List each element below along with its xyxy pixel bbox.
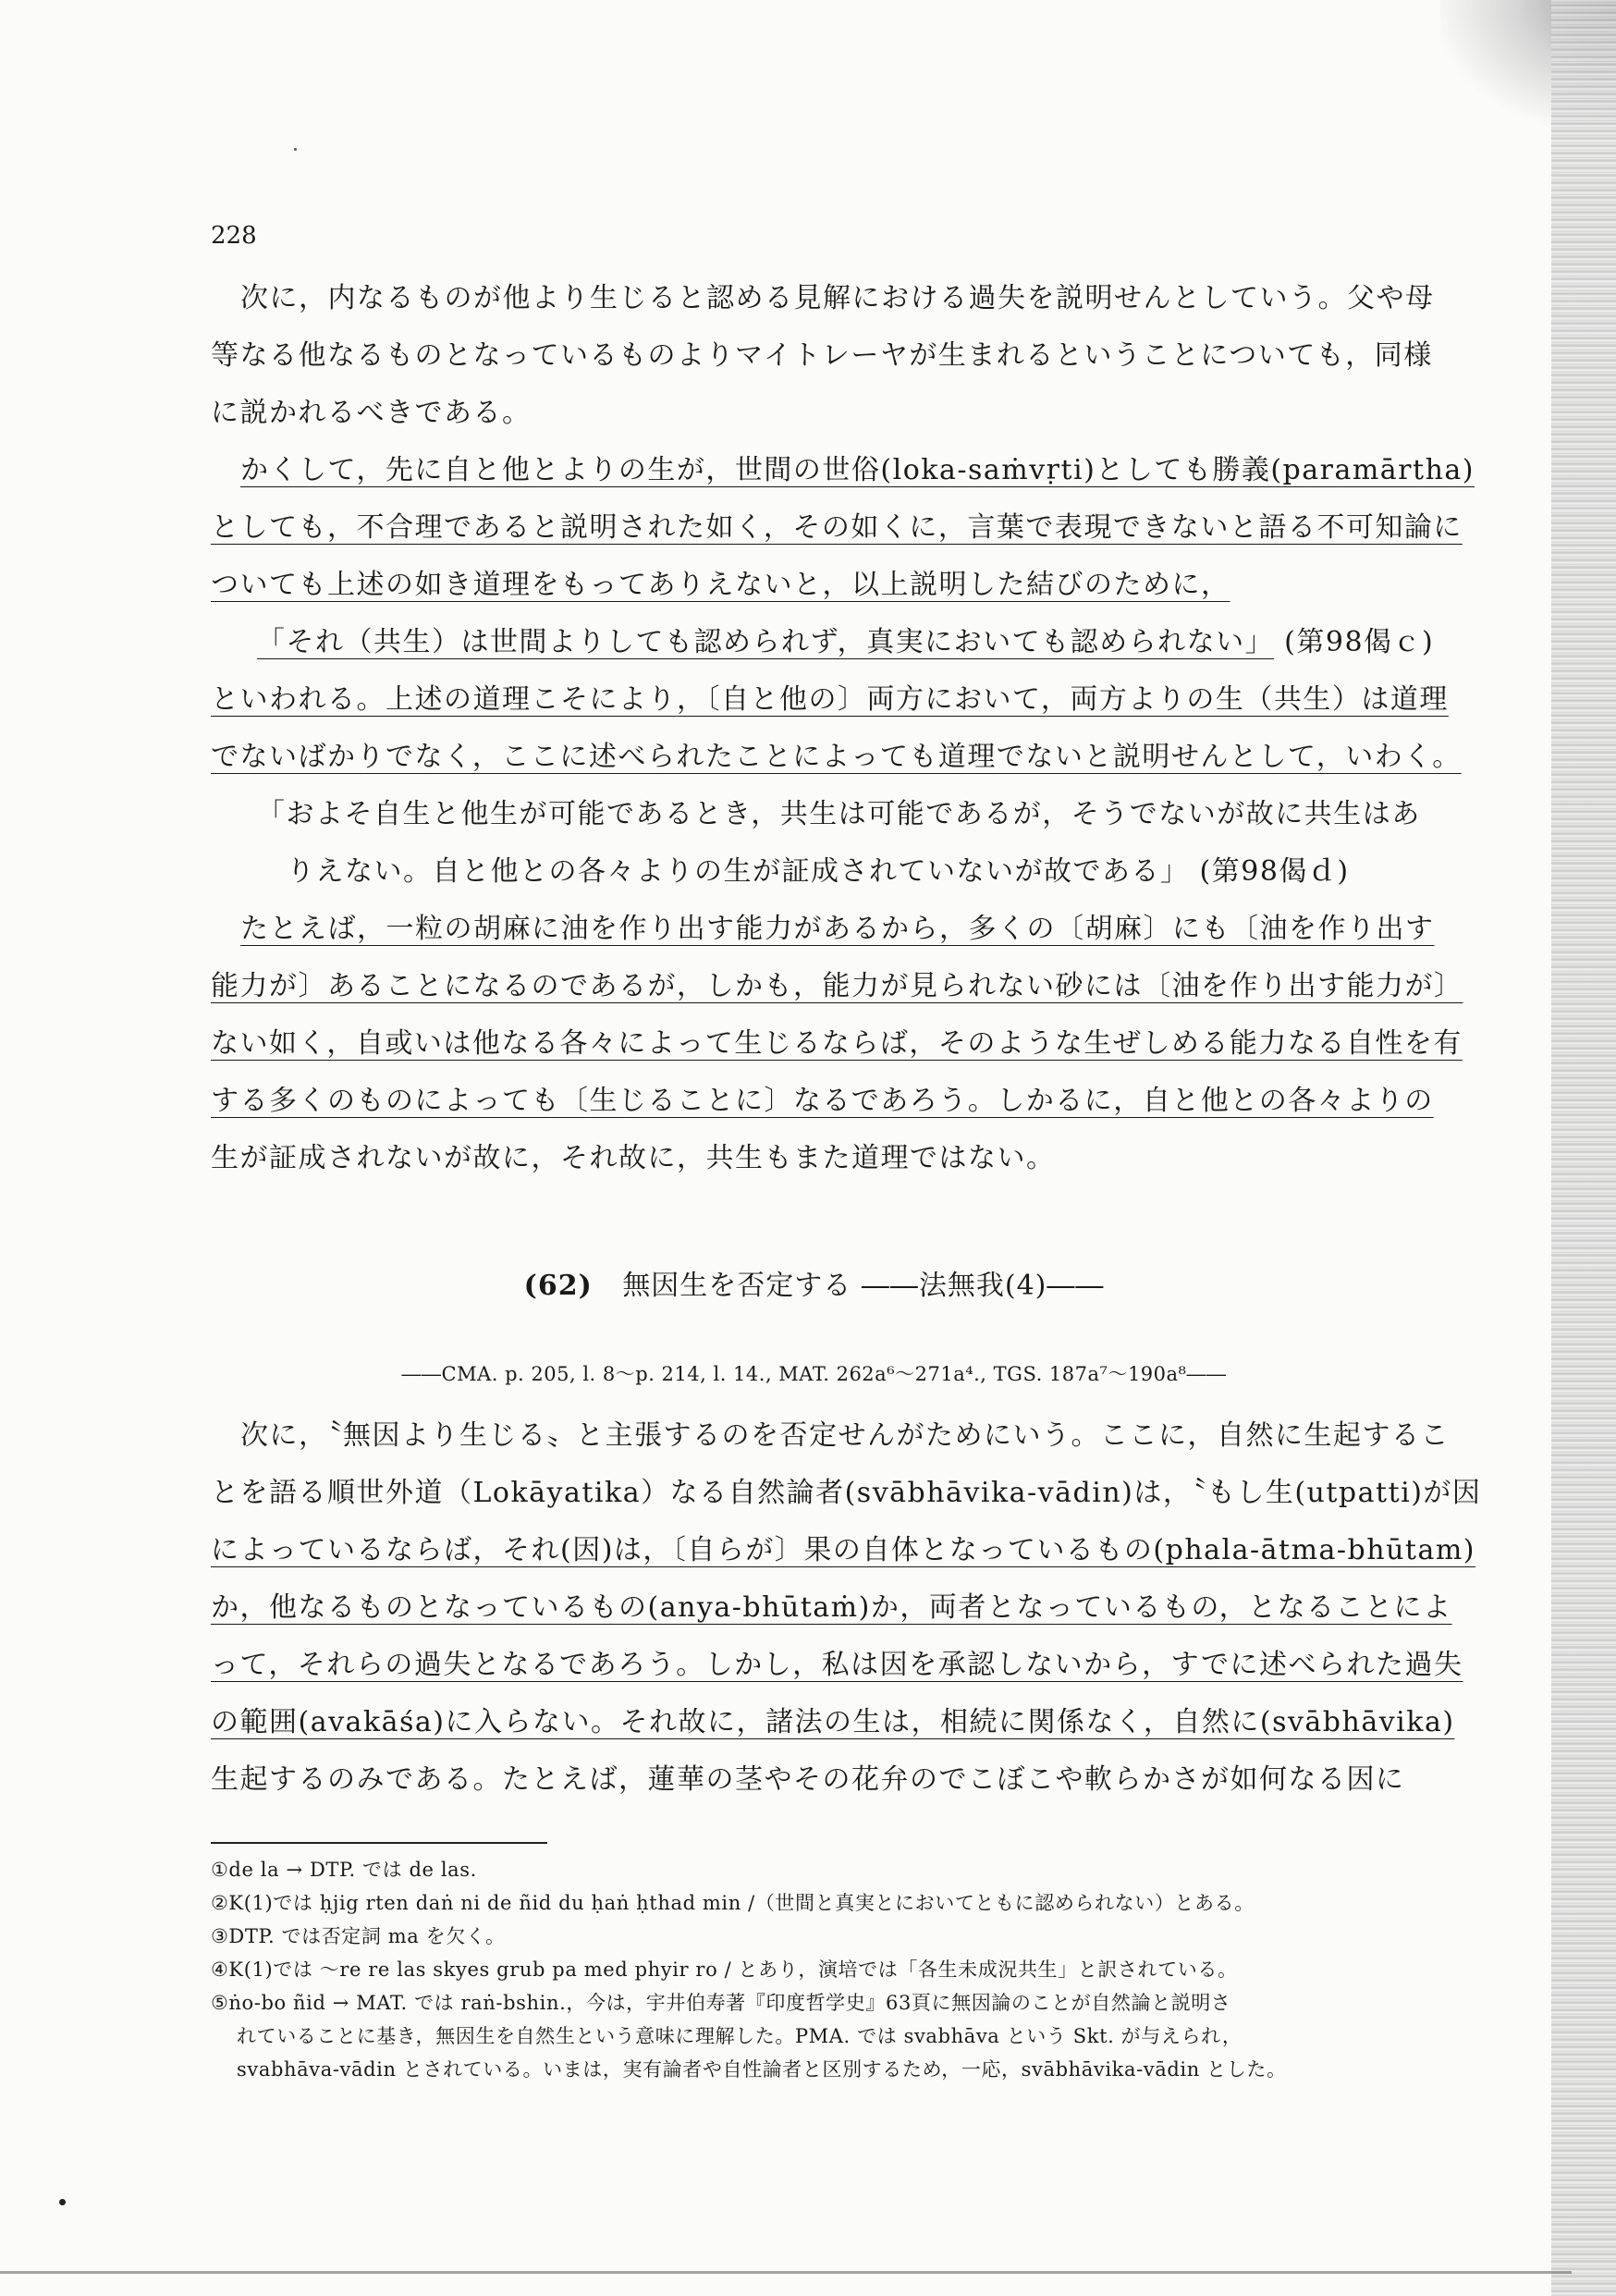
verse-text: 「それ（共生）は世間よりしても認められず，真実においても認められない」 bbox=[257, 626, 1275, 658]
footnote-5-cont: れていることに基き，無因生を自然生という意味に理解した。PMA. では svabhāva という Skt. が与えられ， bbox=[237, 2025, 1243, 2047]
text-line: ない如く，自或いは他なる各々によって生じるならば，そのような生ぜしめる能力なる自性を有 bbox=[211, 1027, 1463, 1060]
section-heading bbox=[211, 1262, 1417, 1303]
text-line: といわれる。上述の道理こそにより，〔自と他の〕両方において，両方よりの生（共生）は道理 bbox=[211, 683, 1449, 716]
text-line: に説かれるべきである。 bbox=[211, 397, 532, 429]
footnote-3: ③DTP. では否定詞 ma を欠く。 bbox=[211, 1925, 506, 1947]
footnote-2: ②K(1)では ḥjig rten daṅ ni de ñid du ḥaṅ ḥthad min /（世間と真実とにおいてともに認められない）とある。 bbox=[211, 1892, 1255, 1914]
main-text-2 bbox=[211, 1407, 1482, 1809]
scan-speck bbox=[294, 148, 297, 151]
section-reference: ――CMA. p. 205, l. 8～p. 214, l. 14., MAT. 262a⁶～271a⁴., TGS. 187a⁷～190a⁸―― bbox=[401, 1363, 1227, 1385]
footnote-5: ⑤ṅo-bo ñid → MAT. では raṅ-bshin.，今は，宇井伯寿著『印度哲学史』63頁に無因論のことが自然論と説明さ bbox=[211, 1992, 1231, 2014]
verse-text: りえない。自と他との各々よりの生が証成されていないが故である」 bbox=[287, 855, 1190, 888]
verse-98c bbox=[211, 614, 1435, 671]
text-line: の範囲(avakāśa)に入らない。それ故に，諸法の生は，相続に関係なく，自然に(svābhāvika) bbox=[211, 1706, 1455, 1738]
scan-bottom-edge bbox=[0, 2271, 1572, 2274]
text-line: でないばかりでなく，ここに述べられたことによっても道理でないと説明せんとして，いわく。 bbox=[211, 741, 1462, 773]
page-number: 228 bbox=[211, 222, 257, 250]
text-line: 次に，内なるものが他より生じると認める見解における過失を説明せんとしていう。父や母 bbox=[240, 282, 1435, 314]
verse-ref: (第98偈ｃ) bbox=[1284, 626, 1435, 658]
text-line: たとえば，一粒の胡麻に油を作り出す能力があるから，多くの〔胡麻〕にも〔油を作り出す bbox=[240, 913, 1435, 945]
text-line: 能力が〕あることになるのであるが，しかも，能力が見られない砂には〔油を作り出す能力が〕 bbox=[211, 970, 1463, 1002]
text-line: とを語る順世外道（Lokāyatika）なる自然論者(svābhāvika-vādin)は，〝もし生(utpatti)が因 bbox=[211, 1477, 1482, 1509]
text-line: ついても上述の如き道理をもってありえないと，以上説明した結びのために， bbox=[211, 569, 1230, 601]
footnote-rule bbox=[211, 1842, 547, 1844]
footnote-4: ④K(1)では ～re re las skyes grub pa med phyir ro / とあり，演培では「各生未成況共生」と訳されている。 bbox=[211, 1958, 1238, 1981]
text-line: かくして，先に自と他とよりの生が，世間の世俗(loka-saṁvṛti)としても勝義(paramārtha) bbox=[240, 454, 1475, 486]
text-line: か，他なるものとなっているもの(anya-bhūtaṁ)か，両者となっているもの，となることによ bbox=[211, 1591, 1452, 1624]
text-line: としても，不合理であると説明された如く，その如くに，言葉で表現できないと語る不可知論に bbox=[211, 511, 1463, 544]
verse-ref: (第98偈ｄ) bbox=[1199, 855, 1350, 888]
text-line: 次に，〝無因より生じる〟と主張するのを否定せんがためにいう。ここに，自然に生起するこ bbox=[240, 1419, 1450, 1452]
text-line: によっているならば，それ(因)は，〔自らが〕果の自体となっているもの(phala-ātma-bhūtam) bbox=[211, 1534, 1475, 1566]
text-line: する多くのものによっても〔生じることに〕なるであろう。しかるに，自と他との各々よりの bbox=[211, 1085, 1434, 1117]
verse-98d-line2 bbox=[211, 843, 1417, 901]
scan-edge-shadow bbox=[1551, 0, 1616, 2296]
text-line: って，それらの過失となるであろう。しかし，私は因を承認しないから，すでに述べられた過失 bbox=[211, 1649, 1463, 1681]
ink-dot bbox=[59, 2199, 66, 2205]
footnote-1: ①de la → DTP. では de las. bbox=[211, 1859, 477, 1881]
section-number: (62) bbox=[523, 1270, 593, 1302]
main-text bbox=[211, 270, 1475, 1187]
text-line: 生起するのみである。たとえば，蓮華の茎やその花弁のでこぼこや軟らかさが如何なる因に bbox=[211, 1763, 1405, 1796]
section-subtitle: ――法無我(4)―― bbox=[861, 1270, 1105, 1302]
section-title: 無因生を否定する bbox=[622, 1270, 852, 1302]
text-line: 生が証成されないが故に，それ故に，共生もまた道理ではない。 bbox=[211, 1142, 1056, 1174]
footnotes bbox=[211, 1853, 1417, 2086]
verse-98d-line1: 「およそ自生と他生が可能であるとき，共生は可能であるが，そうでないが故に共生はあ bbox=[257, 798, 1421, 830]
footnote-5-cont: svabhāva-vādin とされている。いまは，実有論者や自性論者と区別するため，一応，svābhāvika-vādin とした。 bbox=[237, 2058, 1287, 2081]
text-line: 等なる他なるものとなっているものよりマイトレーヤが生まれるということについても，同様 bbox=[211, 339, 1433, 372]
